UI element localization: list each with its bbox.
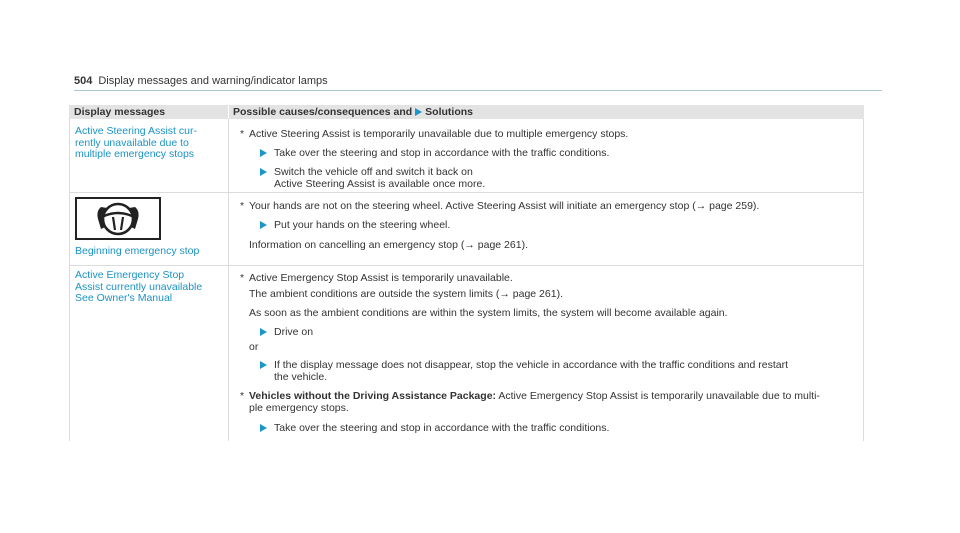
steering-wheel-hands-warning-icon — [75, 197, 161, 240]
solution-step: Switch the vehicle off and switch it back on — [274, 166, 473, 178]
header-divider — [228, 105, 229, 119]
solution-step: If the display message does not disappear, stop the vehicle in accordance with the traffic conditions and restart — [274, 359, 789, 371]
column-header-causes-label: Possible causes/consequences and — [233, 106, 413, 118]
arrow-right-icon — [260, 424, 267, 432]
page-header-title: Display messages and warning/indicator lamps — [98, 75, 328, 87]
row-divider — [69, 265, 864, 266]
cause-text: Active Emergency Stop Assist is temporarily unavailable. — [249, 272, 513, 284]
row-divider — [69, 192, 864, 193]
arrow-right-icon — [415, 108, 422, 116]
display-message-steering-assist-unavailable — [75, 126, 225, 161]
solution-step-continued: the vehicle. — [274, 371, 328, 383]
column-header-solutions-label: Solutions — [425, 106, 474, 118]
message-line: rently unavailable due to — [75, 136, 189, 149]
vehicle-variant-label: Vehicles without the Driving Assistance Package: — [249, 390, 497, 402]
arrow-right-icon — [260, 221, 267, 229]
bullet — [260, 326, 272, 338]
arrow-right-icon — [260, 149, 267, 157]
cause-text: Your hands are not on the steering wheel. Active Steering Assist will initiate an emergency stop (→ page 259). — [249, 200, 760, 212]
bullet — [260, 166, 272, 178]
solution-step: Drive on — [274, 326, 314, 338]
solution-step: Take over the steering and stop in accordance with the traffic conditions. — [274, 147, 610, 159]
solution-step: Put your hands on the steering wheel. — [274, 219, 451, 231]
column-header-display-messages: Display messages — [74, 106, 166, 118]
cause-text-continued: ple emergency stops. — [249, 402, 349, 414]
message-line: See Owner's Manual — [75, 292, 173, 304]
footnote-star: * — [240, 390, 245, 402]
page-header — [74, 75, 328, 87]
message-line: multiple emergency stops — [75, 148, 195, 160]
cause-text: As soon as the ambient conditions are within the system limits, the system will become available again. — [249, 307, 728, 319]
display-message-emergency-stop-assist-unavailable — [75, 270, 225, 305]
footnote-star: * — [240, 128, 245, 140]
cause-text-segment: Active Emergency Stop Assist is temporarily unavailable due to multi- — [496, 390, 820, 402]
cause-text: The ambient conditions are outside the system limits (→ page 261). — [249, 288, 563, 300]
page-number: 504 — [74, 75, 93, 87]
message-line: Assist currently unavailable — [75, 280, 203, 293]
cause-text — [249, 390, 820, 402]
column-header-causes-solutions — [233, 105, 473, 119]
footnote-star: * — [240, 272, 245, 284]
message-line: Active Emergency Stop — [75, 269, 185, 281]
solution-step: Take over the steering and stop in accordance with the traffic conditions. — [274, 422, 610, 434]
table-right-border — [863, 119, 864, 441]
column-divider — [228, 119, 229, 441]
arrow-right-icon — [260, 361, 267, 369]
message-line: Active Steering Assist cur- — [75, 125, 197, 137]
info-text: Information on cancelling an emergency stop (→ page 261). — [249, 239, 528, 251]
arrow-right-icon — [260, 168, 267, 176]
bullet — [260, 147, 272, 159]
cause-text: Active Steering Assist is temporarily unavailable due to multiple emergency stops. — [249, 128, 629, 140]
table-left-border — [69, 119, 70, 441]
bullet — [260, 359, 272, 371]
header-rule — [74, 90, 882, 91]
bullet — [260, 422, 272, 434]
footnote-star: * — [240, 200, 245, 212]
table-header — [69, 105, 864, 119]
solution-step-continued: Active Steering Assist is available once more. — [274, 178, 486, 190]
display-message-beginning-emergency-stop: Beginning emergency stop — [75, 245, 200, 257]
arrow-right-icon — [260, 328, 267, 336]
bullet — [260, 219, 272, 231]
or-text: or — [249, 341, 259, 353]
